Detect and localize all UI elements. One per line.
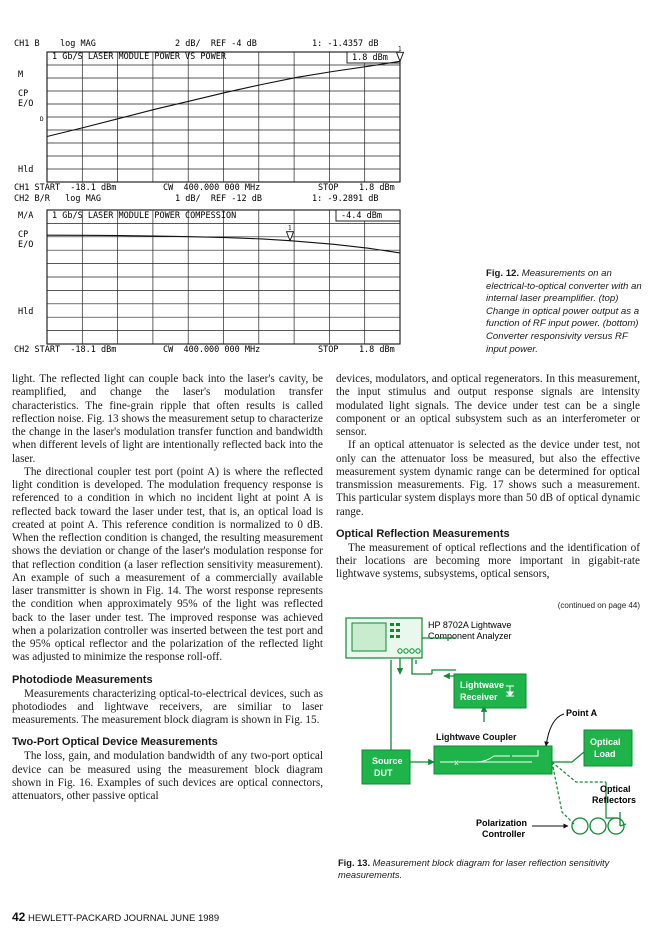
receiver-label-2: Receiver bbox=[460, 692, 498, 702]
left-paragraph-1: light. The reflected light can couple back into the laser's cavity, be reamplified, and change the laser's modulation transfer characteristics. The fine-grain ripple that often results is called reflection noise. Fig. 13 shows the measurement setup to characterize the change in the laser's modulation transfer function and bandwidth when different levels of light are intentionally reflected back into the laser. bbox=[12, 373, 323, 465]
coupler-x-mark: x bbox=[454, 758, 459, 767]
left-text-column bbox=[12, 373, 323, 803]
top-footer-mid: CW 400.000 000 MHz bbox=[163, 183, 261, 193]
load-label-2: Load bbox=[594, 749, 616, 759]
bottom-label-eo: E/O bbox=[18, 240, 34, 250]
bottom-grid bbox=[47, 210, 400, 344]
left-paragraph-2: The directional coupler test port (point A) is where the reflected light condition is developed. The modulation frequency response is referenced to a condition in which no incident light at point A is reflected back toward the laser under test, that is, an optical load is created at point A. This reference condition is normalized to 0 dB. When the reflection condition is changed, the resulting measurement shows the deviation or change of the laser's modulation response for that reflection condition (a laser reflection sensitivity measurement). An example of such a measurement of a commercially available laser transmitter is shown in Fig. 14. The worst response represents the condition when approximately 95% of the light was reflected back to the laser under test. The improved response was achieved when a polarization controller was inserted between the test port and the 95% optical reflector and the polarization of the reflected light was adjusted to minimize the response roll-off. bbox=[12, 465, 323, 664]
bottom-header-left: CH2 B/R log MAG bbox=[14, 194, 101, 204]
reflectors-label-1: Optical bbox=[600, 784, 631, 794]
bottom-label-cp: CP bbox=[18, 230, 29, 240]
polarization-label-1: Polarization bbox=[476, 818, 528, 828]
bottom-left-labels bbox=[18, 211, 33, 317]
figure-12-caption-label: Fig. 12. bbox=[486, 268, 520, 279]
lightwave-coupler-box bbox=[434, 746, 552, 774]
bottom-header-right: 1: -9.2891 dB bbox=[312, 194, 379, 204]
analyzer-label-1: HP 8702A Lightwave bbox=[428, 620, 512, 630]
figure-12-caption-text: Measurements on an electrical-to-optical converter with an internal laser preamplifier. (top) Change in optical power output as a function of RF input power. (bottom) Converter responsivity versus RF input power. bbox=[486, 268, 642, 355]
polarization-label-2: Controller bbox=[482, 829, 526, 839]
top-marker-value: 1.8 dBm bbox=[352, 53, 388, 63]
bottom-label-hld: Hld bbox=[18, 307, 34, 317]
bottom-plot bbox=[14, 194, 400, 355]
top-header-right: 1: -1.4357 dB bbox=[312, 39, 379, 49]
marker-number: 1 bbox=[398, 45, 402, 53]
reflectors-label-2: Reflectors bbox=[592, 795, 637, 805]
top-grid bbox=[47, 52, 400, 182]
point-a-label: Point A bbox=[566, 708, 598, 718]
analyzer-label-2: Component Analyzer bbox=[428, 631, 512, 641]
figure-13-caption-text: Measurement block diagram for laser reflection sensitivity measurements. bbox=[338, 858, 610, 880]
right-paragraph-3: The measurement of optical reflections and the identification of their locations are becoming more important in gigabit-rate lightwave systems, subsystems, optical sensors, bbox=[336, 541, 640, 581]
bottom-marker-value: -4.4 dBm bbox=[341, 211, 382, 221]
bottom-label-ma: M/A bbox=[18, 211, 34, 221]
marker-triangle-icon bbox=[287, 232, 294, 241]
top-header-left: CH1 B log MAG bbox=[14, 39, 96, 49]
top-label-d: D bbox=[40, 116, 44, 123]
load-label-1: Optical bbox=[590, 737, 621, 747]
figure-13-caption-label: Fig. 13. bbox=[338, 858, 371, 868]
bottom-header-mid: 1 dB/ REF -12 dB bbox=[175, 194, 262, 204]
bottom-footer-right: STOP 1.8 dBm bbox=[318, 345, 395, 355]
heading-optical-reflection: Optical Reflection Measurements bbox=[336, 527, 510, 540]
figure-12-caption bbox=[486, 268, 644, 356]
optical-load-box bbox=[584, 730, 632, 766]
continued-note: (continued on page 44) bbox=[557, 601, 640, 610]
page-number: 42 bbox=[12, 910, 26, 924]
point-a-pointer bbox=[546, 714, 564, 746]
top-header-mid: 2 dB/ REF -4 dB bbox=[175, 39, 257, 49]
coupler-label: Lightwave Coupler bbox=[436, 732, 517, 742]
heading-photodiode-measurements: Photodiode Measurements bbox=[12, 673, 153, 686]
bottom-footer-mid: CW 400.000 000 MHz bbox=[163, 345, 261, 355]
right-text-column bbox=[336, 373, 640, 582]
receiver-label-1: Lightwave bbox=[460, 680, 505, 690]
source-label-1: Source bbox=[372, 756, 403, 766]
left-paragraph-3: Measurements characterizing optical-to-electrical devices, such as photodiodes and lightwave receivers, are similiar to laser measurements. The measurement block diagram is shown in Fig. 15. bbox=[12, 687, 323, 726]
bottom-plot-title: 1 Gb/S LASER MODULE POWER COMPESSION bbox=[52, 211, 237, 221]
top-label-eo: E/O bbox=[18, 99, 34, 109]
top-footer-left: CH1 START -18.1 dBm bbox=[14, 183, 117, 193]
polarization-controller-icon bbox=[572, 818, 624, 834]
left-paragraph-4: The loss, gain, and modulation bandwidth of any two-port optical device can be measured using the measurement block diagram shown in Fig. 16. Examples of such devices are optical connectors, attenuators, other passive optical bbox=[12, 750, 323, 802]
figure-13-block-diagram bbox=[336, 612, 650, 857]
bottom-footer-left: CH2 START -18.1 dBm bbox=[14, 345, 117, 355]
top-left-labels bbox=[18, 70, 44, 175]
source-label-2: DUT bbox=[374, 768, 393, 778]
top-label-hld: Hld bbox=[18, 165, 34, 175]
component-analyzer-icon bbox=[346, 618, 422, 658]
right-paragraph-1: devices, modulators, and optical regenerators. In this measurement, the input stimulus and output response signals are intensity modulated light signals. The device under test can be a single component or an optical subsystem such as an interferometer or sensor. bbox=[336, 373, 640, 438]
journal-name: HEWLETT-PACKARD JOURNAL JUNE 1989 bbox=[28, 913, 220, 924]
page-footer bbox=[12, 910, 219, 924]
marker-number: 1 bbox=[288, 224, 292, 232]
figure-13-caption bbox=[338, 857, 638, 881]
top-footer-right: STOP 1.8 dBm bbox=[318, 183, 395, 193]
top-label-cp: CP bbox=[18, 89, 29, 99]
heading-two-port-measurements: Two-Port Optical Device Measurements bbox=[12, 736, 218, 749]
right-paragraph-2: If an optical attenuator is selected as the device under test, not only can the attenuator loss be measured, but also the effective measurement system dynamic range can be determined for optical transmission measurements. Fig. 17 shows such a measurement. This particular system displays more than 50 dB of optical dynamic range. bbox=[336, 439, 640, 518]
top-plot-title: 1 Gb/S LASER MODULE POWER VS POWER bbox=[52, 52, 226, 62]
top-plot bbox=[14, 39, 404, 193]
bottom-marker-triangle bbox=[287, 225, 294, 241]
top-label-m: M bbox=[18, 70, 24, 80]
